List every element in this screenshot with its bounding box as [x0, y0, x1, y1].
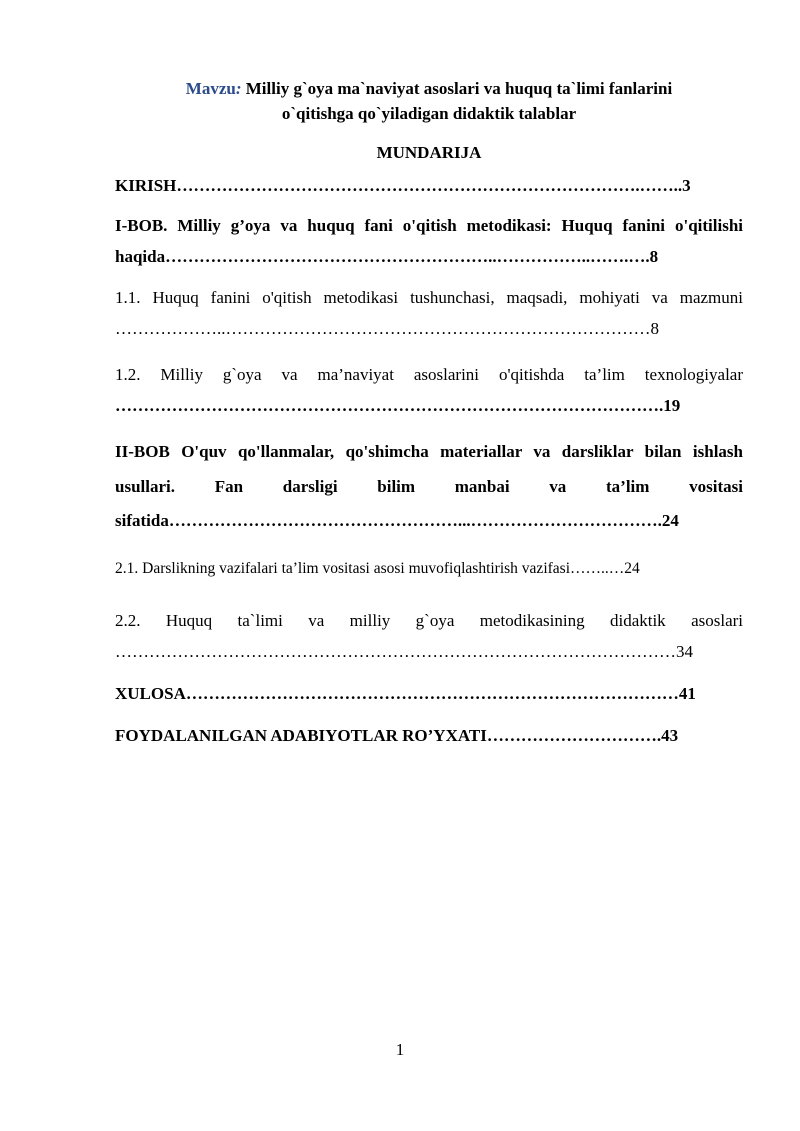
toc-entry-text-line-3: sifatida……………………………………………...…………………………….24 [115, 511, 679, 530]
topic-colon: : [235, 79, 242, 98]
toc-entry-text: KIRISH……………………………………………………………………….……..3 [115, 176, 691, 195]
toc-entry-text-line-1: II-BOB O'quv qo'llanmalar, qo'shimcha materiallar va darsliklar bilan ishlash [115, 442, 743, 461]
toc-entry-kirish[interactable] [115, 170, 743, 201]
toc-title: MUNDARIJA [376, 143, 482, 162]
toc-entry-chapter-2[interactable] [115, 436, 743, 536]
toc-entry-text-line-2: haqida…………………………………………………..……………..…….….8 [115, 247, 659, 266]
toc-entry-section-2-2[interactable] [115, 605, 743, 667]
topic-line-1 [115, 76, 743, 101]
topic-heading [115, 76, 743, 126]
toc-entry-text-line-1: 2.2. Huquq ta`limi va milliy g`oya metodikasining didaktik asoslari [115, 611, 743, 630]
toc-entry-xulosa[interactable] [115, 678, 743, 709]
topic-title-part-2: o`qitishga qo`yiladigan didaktik talablar [281, 104, 577, 123]
toc-entry-text-line-2: …………………………………………………………………………………….19 [115, 396, 681, 415]
toc-entry-text-line-2: ………………..…………………………………………………………………8 [115, 319, 659, 338]
toc-entry-text-line-1: I-BOB. Milliy g’oya va huquq fani o'qitish metodikasi: Huquq fanini o'qitilishi [115, 216, 743, 235]
toc-entry-text-line-2: usullari. Fan darsligi bilim manbai va ta’lim vositasi [115, 477, 743, 496]
toc-entry-references[interactable] [115, 720, 743, 751]
toc-entry-section-1-2[interactable] [115, 359, 743, 421]
toc-entry-text-line-1: 1.2. Milliy g`oya va ma’naviyat asoslarini o'qitishda ta’lim texnologiyalar [115, 365, 743, 384]
toc-entry-text: FOYDALANILGAN ADABIYOTLAR RO’YXATI………………………….43 [115, 726, 679, 745]
toc-entry-text: XULOSA……………………………………………………………………………41 [115, 684, 696, 703]
toc-entry-text-line-2: ………………………………………………………………………………………34 [115, 642, 693, 661]
topic-title-part-1: Milliy g`oya ma`naviyat asoslari va huquq ta`limi fanlarini [241, 79, 673, 98]
page-number: 1 [395, 1040, 405, 1059]
toc-entry-text-line-1: 1.1. Huquq fanini o'qitish metodikasi tushunchasi, maqsadi, mohiyati va mazmuni [115, 288, 743, 307]
toc-entry-section-2-1[interactable] [115, 553, 743, 584]
topic-label: Mavzu [185, 79, 236, 98]
toc-entry-section-1-1[interactable] [115, 282, 743, 344]
toc-entry-chapter-1[interactable] [115, 210, 743, 272]
toc-entry-text: 2.1. Darslikning vazifalari ta’lim vositasi asosi muvofiqlashtirish vazifasi……..…24 [115, 560, 640, 577]
